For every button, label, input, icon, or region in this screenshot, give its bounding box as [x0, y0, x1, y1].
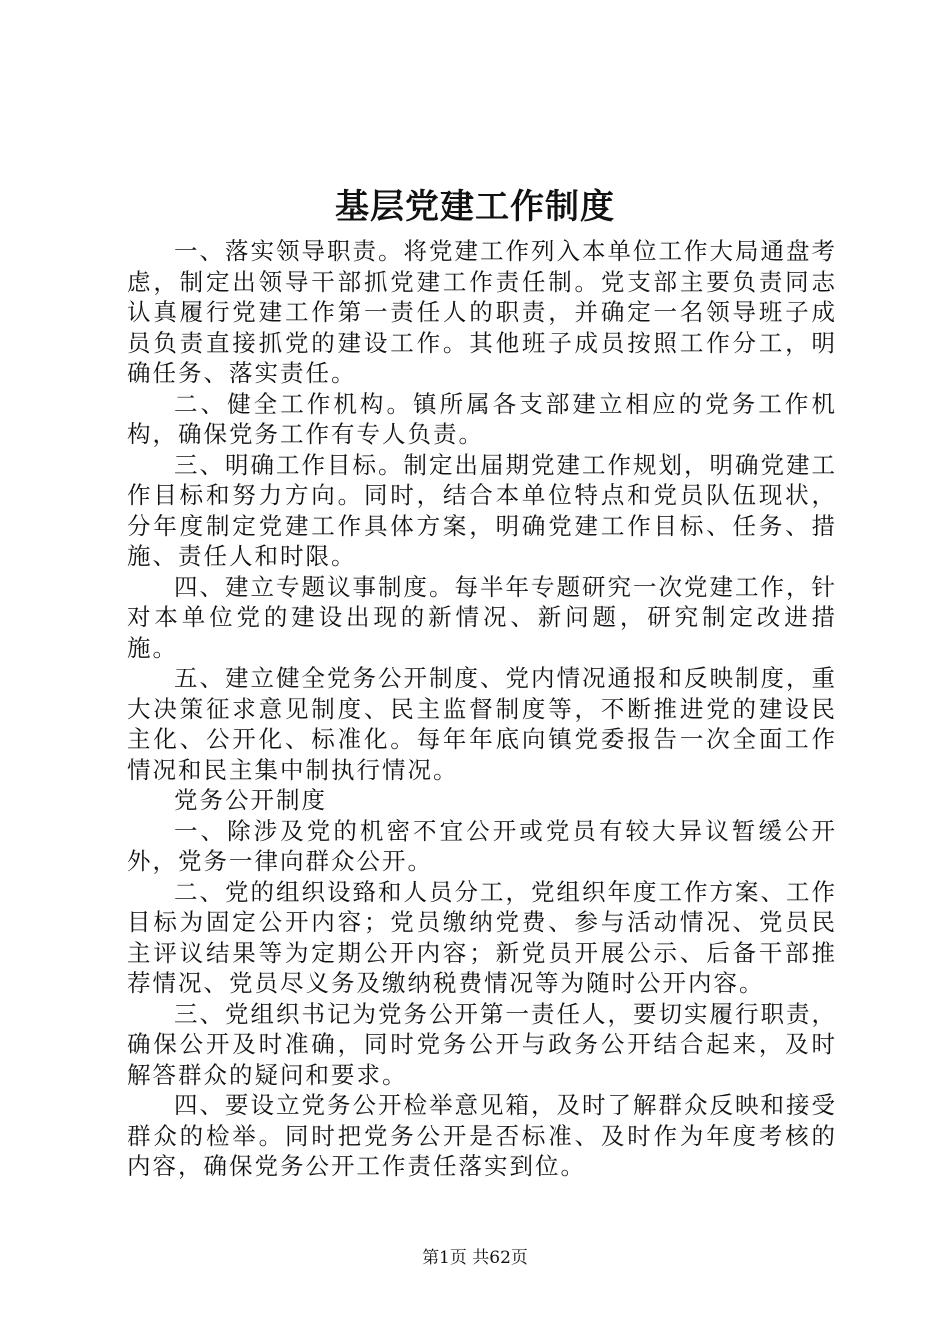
document-body: [127, 236, 837, 1182]
paragraph-2: 二、健全工作机构。镇所属各支部建立相应的党务工作机构，确保党务工作有专人负责。: [127, 389, 837, 448]
paragraph-8: 三、党组织书记为党务公开第一责任人，要切实履行职责，确保公开及时准确，同时党务公开与政务公开结合起来，及时解答群众的疑问和要求。: [127, 999, 837, 1089]
paragraph-3: 三、明确工作目标。制定出届期党建工作规划，明确党建工作目标和努力方向。同时，结合本单位特点和党员队伍现状，分年度制定党建工作具体方案，明确党建工作目标、任务、措施、责任人和时限。: [127, 450, 837, 570]
paragraph-6: 一、除涉及党的机密不宜公开或党员有较大异议暂缓公开外，党务一律向群众公开。: [127, 816, 837, 875]
paragraph-1: 一、落实领导职责。将党建工作列入本单位工作大局通盘考虑，制定出领导干部抓党建工作责任制。党支部主要负责同志认真履行党建工作第一责任人的职责，并确定一名领导班子成员负责直接抓党的建设工作。其他班子成员按照工作分工，明确任务、落实责任。: [127, 237, 837, 387]
paragraph-9: 四、要设立党务公开检举意见箱，及时了解群众反映和接受群众的检举。同时把党务公开是否标准、及时作为年度考核的内容，确保党务公开工作责任落实到位。: [127, 1091, 837, 1180]
paragraph-5: 五、建立健全党务公开制度、党内情况通报和反映制度，重大决策征求意见制度、民主监督制度等，不断推进党的建设民主化、公开化、标准化。每年年底向镇党委报告一次全面工作情况和民主集中制执行情况。: [127, 664, 837, 784]
paragraph-7: 二、党的组织设臵和人员分工，党组织年度工作方案、工作目标为固定公开内容；党员缴纳党费、参与活动情况、党员民主评议结果等为定期公开内容；新党员开展公示、后备干部推荐情况、党员尽义务及缴纳税费情况等为随时公开内容。: [127, 877, 837, 997]
document-title: 基层党建工作制度: [335, 187, 615, 227]
section-heading: 党务公开制度: [174, 786, 327, 814]
page-footer: 第1页 共62页: [422, 1248, 528, 1268]
paragraph-4: 四、建立专题议事制度。每半年专题研究一次党建工作，针对本单位党的建设出现的新情况、新问题，研究制定改进措施。: [127, 572, 837, 662]
